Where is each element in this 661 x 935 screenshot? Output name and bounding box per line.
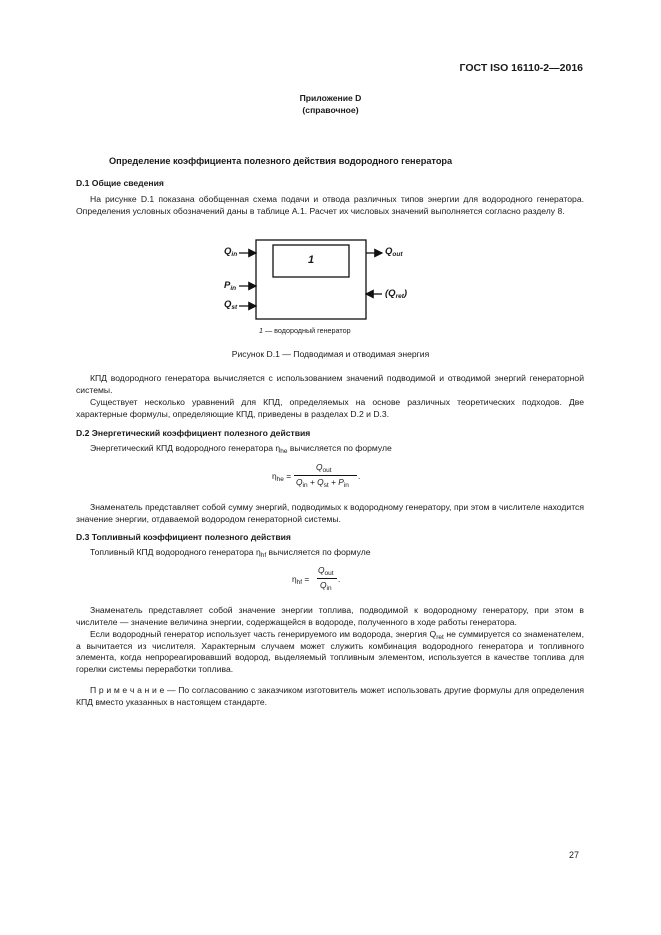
appendix-title: Приложение D xyxy=(299,93,362,103)
label-q-st: $Q_{st}$ xyxy=(224,299,238,311)
label-q-in: $Q_{in}$ xyxy=(224,246,238,258)
page-number: 27 xyxy=(569,850,580,860)
figure-caption: Рисунок D.1 — Подводимая и отводимая энергия xyxy=(231,349,430,359)
figure-legend: 1 — водородный генератор xyxy=(259,326,351,335)
standard-header: ГОСТ ISO 16110-2—2016 xyxy=(459,62,583,74)
label-q-ret: $(Q_{ret})$ xyxy=(385,288,408,300)
d3-heading: D.3 Топливный коэффициент полезного действия xyxy=(76,532,291,542)
fraction-bar xyxy=(294,475,357,476)
label-p-in: $P_{in}$ xyxy=(224,280,237,292)
label-q-out: $Q_{out}$ xyxy=(385,246,403,258)
section-title: Определение коэффициента полезного действия водородного генератора xyxy=(109,156,453,166)
d2-intro: Энергетический КПД водородного генератора $\eta_{he}$ вычисляется по формуле xyxy=(90,443,392,455)
d3-after-2: Если водородный генератор использует часть генерируемого им водорода, энергия $Q_{ret}$ не суммируется со знаменателем, а вычитается из числителя. Характерным случаем может служить комбинация водородного генератора и топливного элемента, когда непрореагировавший водород, выделяемый топливным элементом, используется в качестве топлива для горелки системы переработки топлива. xyxy=(76,629,584,674)
formula-he: $\eta_{he}$ = $Q_{out}$ $Q_{in} + Q_{st} + P_{in}$ . xyxy=(272,462,361,489)
formula-hf: $\eta_{hf}$ = $Q_{out}$ $Q_{in}$ . xyxy=(292,565,341,592)
appendix-subtitle: (справочное) xyxy=(302,105,359,115)
d1-paragraph: На рисунке D.1 показана обобщенная схема подачи и отвода различных типов энергии для водородного генератора. Определения условных обозначений даны в таблице А.1. Расчет их числовых значений выполняется согласно разделу 8. xyxy=(76,194,584,216)
d2-after: Знаменатель представляет собой сумму энергий, подводимых к водородному генератору, при этом в числителе находится значение энергии, отдаваемой водородом генераторной системы. xyxy=(76,502,584,524)
d3-intro: Топливный КПД водородного генератора $\eta_{hf}$ вычисляется по формуле xyxy=(90,547,371,559)
d3-note: П р и м е ч а н и е — По согласованию с заказчиком изготовитель может использовать другие формулы для определения КПД вместо указанных в настоящем стандарте. xyxy=(76,685,584,707)
body-paragraph-1: КПД водородного генератора вычисляется с использованием значений подводимой и отводимой энергий генераторной системы. xyxy=(76,373,584,395)
box-label: 1 xyxy=(308,254,315,266)
fraction-bar xyxy=(317,578,337,579)
generator-inner-box xyxy=(273,245,349,277)
d1-heading: D.1 Общие сведения xyxy=(76,178,164,188)
body-paragraph-2: Существует несколько уравнений для КПД, определяемых на основе различных теоретических подходов. Две характерные формулы, определяющие КПД, приведены в разделах D.2 и D.3. xyxy=(76,397,584,419)
d3-after-1: Знаменатель представляет собой значение энергии топлива, подводимой к водородному генератору, при этом в числителе — значение величина энергии, содержащейся в водороде, полученного в ходе работы генератора. xyxy=(76,605,584,627)
generator-outer-box xyxy=(256,240,366,319)
d2-heading: D.2 Энергетический коэффициент полезного действия xyxy=(76,428,311,438)
